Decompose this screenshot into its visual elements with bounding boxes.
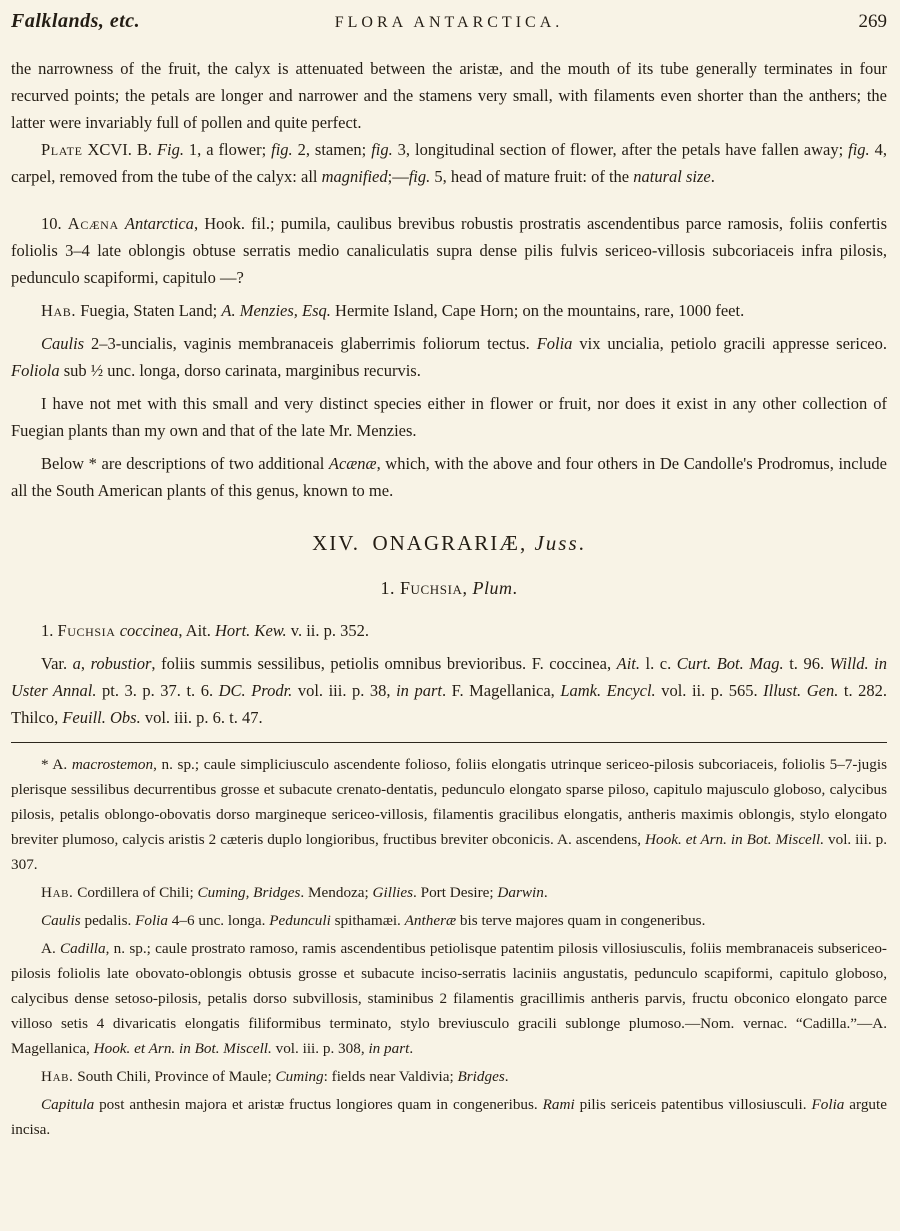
text-run: bis terve majores quam in congeneribus. xyxy=(456,912,706,929)
text-run: Acænæ xyxy=(328,454,377,473)
text-run: Juss xyxy=(534,531,579,555)
text-run: Antheræ xyxy=(404,912,457,929)
text-run: . xyxy=(409,1040,414,1057)
text-run: Ait. xyxy=(616,654,640,673)
text-run: in part xyxy=(368,1040,410,1057)
text-run: , n. sp.; caule prostrato ramoso, ramis ascendentibus petiolisque patentim pilosis villosiusculis, foliis membranaceis subsericeo-pilosis foliolis late obovato-oblongis obtusis grosse et subacute inciso-serratis laciniis angustatis, pedunculo scapiformi, capitulo globoso, calycibus dense setoso-pilosis, petalis dorso subvillosis, staminibus 2 filamentis gracillimis antheris parvis, fructu obconico elongato parce villoso setis 4 divaricatis elongatis filiformibus terminato, stylo breviusculo gracili sublonge plumoso.—Nom. vernac. “Cadilla.”—A. Magellanica, xyxy=(11,940,887,1057)
genus-heading xyxy=(11,575,887,602)
text-run: fig. xyxy=(371,140,393,159)
text-run: Bridges xyxy=(457,1068,505,1085)
running-header xyxy=(11,10,887,33)
text-run: fig. xyxy=(271,140,293,159)
species-description-acaena xyxy=(11,210,887,291)
variety-paragraph xyxy=(11,650,887,731)
text-run: , Hook. fil.; pumila, caulibus brevibus robustis prostratis ascendentibus parce ramosis, foliis confertis foliolis 3–4 late oblongis obtuse serratis medio canaliculatis supra dense pilis fulvis sericeo-villosis subcoriaceis infra pilosis, pedunculo scapiformi, capitulo —? xyxy=(11,214,887,287)
text-run: post anthesin majora et aristæ fructus longiores quam in congeneribus. xyxy=(94,1096,543,1113)
text-run: in part xyxy=(396,681,442,700)
text-run: Rami xyxy=(542,1096,575,1113)
text-run: fig. xyxy=(848,140,870,159)
text-run: Hook. et Arn. in Bot. Miscell. xyxy=(645,831,825,848)
continuation-paragraph xyxy=(11,55,887,136)
text-run: . F. Magellanica, xyxy=(441,681,561,700)
text-run: coccinea xyxy=(119,621,179,640)
text-run: * A. xyxy=(41,756,72,773)
text-run: , n. sp.; caule simpliciusculo ascendente folioso, foliis elongatis utrinque sericeo-pilosis subcoriaceis, foliolis 5–7-jugis plerisque sessilibus decurrentibus grosse et subacute crenato-dentatis, pedunculo elongato sparse piloso, capitulo majusculo globoso, calycibus pilosis, petalis oblongo-obovatis dorso margineque sericeo-villosis, filamentis gracilibus elongatis, antheris maximis oblongis, stylo elongato breviter plumoso, calycis aristis 2 cæteris duplo longioribus, fructibus breviter obconicis. A. ascendens, xyxy=(11,756,887,848)
text-run: . Mendoza; xyxy=(300,884,373,901)
running-title-left: Falklands, etc. xyxy=(11,10,141,32)
text-run: t. 96. xyxy=(783,654,830,673)
text-run: the narrowness of the fruit, the calyx is attenuated between the aristæ, and the mouth of its tube generally terminates in four recurved points; the petals are longer and narrower and the stamens very small, with filaments even shorter than the anthers; the latter were invariably full of pollen and quite perfect. xyxy=(11,59,887,132)
text-run: I have not met with this small and very distinct species either in flower or fruit, nor does it exist in any other collection of Fuegian plants than my own and that of the late Mr. Menzies. xyxy=(11,394,887,440)
footnote-latin-macrostemon xyxy=(11,908,887,933)
footnote-latin-cadilla xyxy=(11,1092,887,1142)
habitat-acaena xyxy=(11,297,887,324)
text-run: 10. xyxy=(41,214,68,233)
running-title-center: FLORA ANTARCTICA. xyxy=(334,14,564,31)
text-run: Cordillera of Chili; xyxy=(73,884,198,901)
text-run: : fields near Valdivia; xyxy=(323,1068,458,1085)
text-run: Hermite Island, Cape Horn; on the mountains, rare, 1000 feet. xyxy=(330,301,745,320)
text-run: Feuill. Obs. xyxy=(62,708,141,727)
text-run: , which, with the above and four others in De Candolle's Prodromus, include all the South American plants of this genus, known to me. xyxy=(11,454,888,500)
text-run: spithamæi. xyxy=(330,912,405,929)
text-run: Plate xyxy=(41,140,83,159)
text-run: . xyxy=(504,1068,509,1085)
text-run: A. xyxy=(41,940,61,957)
text-run: robustior xyxy=(90,654,152,673)
text-run: Hort. Kew. xyxy=(215,621,287,640)
text-run: macrostemon xyxy=(71,756,154,773)
text-run: vol. ii. p. 565. xyxy=(655,681,764,700)
footnote-macrostemon xyxy=(11,752,887,877)
text-run: 2–3-uncialis, vaginis membranaceis glaberrimis foliorum tectus. xyxy=(84,334,537,353)
text-run: Plum xyxy=(472,578,513,598)
text-run: Cadilla xyxy=(60,940,106,957)
text-run: natural size xyxy=(633,167,711,186)
footnote-habitat-maule xyxy=(11,1064,887,1089)
text-run: Hab. xyxy=(41,884,74,901)
text-run: Folia xyxy=(135,912,168,929)
text-run: fig. xyxy=(408,167,431,186)
order-heading xyxy=(11,530,887,557)
text-run: Pedunculi xyxy=(269,912,331,929)
latin-notes-acaena xyxy=(11,330,887,384)
text-run: Folia xyxy=(811,1096,845,1113)
text-run: vol. iii. p. 6. t. 47. xyxy=(140,708,263,727)
text-run: magnified xyxy=(321,167,388,186)
text-run: Darwin xyxy=(497,884,544,901)
text-run: argute incisa. xyxy=(11,1096,887,1138)
text-run: Fig. xyxy=(156,140,184,159)
text-run: vol. iii. p. 308, xyxy=(271,1040,369,1057)
text-run: A. Menzies, Esq. xyxy=(221,301,331,320)
text-run: 2, stamen; xyxy=(292,140,372,159)
text-run: Acæna xyxy=(67,214,119,233)
text-run: Cuming, Bridges xyxy=(197,884,301,901)
text-run: . xyxy=(543,884,548,901)
text-run: Folia xyxy=(536,334,573,353)
text-run: 1, a flower; xyxy=(183,140,272,159)
page-number: 269 xyxy=(858,11,887,32)
text-run: vol. iii. p. 38, xyxy=(292,681,397,700)
text-run: Caulis xyxy=(41,334,85,353)
text-run: pt. 3. p. 37. t. 6. xyxy=(96,681,219,700)
text-run: Hab. xyxy=(41,301,77,320)
text-run: Fuchsia xyxy=(57,621,116,640)
text-run: 5, head of mature fruit: of the xyxy=(430,167,634,186)
footnote-intro-paragraph xyxy=(11,450,887,504)
text-run: 1. xyxy=(380,578,400,598)
text-run: pilis sericeis patentibus villosiusculi. xyxy=(574,1096,812,1113)
text-run: DC. Prodr. xyxy=(218,681,293,700)
footnote-separator xyxy=(11,742,887,743)
text-run: t. 282. Thilco, xyxy=(11,681,887,727)
text-run: Bot. Miscell. xyxy=(194,1040,272,1057)
text-run: Illust. Gen. xyxy=(763,681,839,700)
text-run: 3, longitudinal section of flower, after the petals have fallen away; xyxy=(392,140,849,159)
text-run: Willd. in Uster Annal. xyxy=(11,654,887,700)
text-run: 4–6 unc. longa. xyxy=(168,912,270,929)
text-run: Var. xyxy=(41,654,73,673)
text-run: Gillies xyxy=(372,884,414,901)
species-citation-fuchsia xyxy=(11,617,887,644)
text-run: 4, carpel, removed from the tube of the calyx: all xyxy=(11,140,888,186)
text-run: Foliola xyxy=(11,361,60,380)
footnote-cadilla xyxy=(11,936,887,1061)
text-run: Lamk. Encycl. xyxy=(560,681,656,700)
text-run: . Port Desire; xyxy=(413,884,498,901)
remarks-paragraph xyxy=(11,390,887,444)
text-run: Antarctica xyxy=(124,214,194,233)
text-run: XIV. ONAGRARIÆ, xyxy=(312,531,535,555)
page-content xyxy=(11,55,887,1142)
text-run: . xyxy=(578,531,586,555)
text-run: Hab. xyxy=(41,1068,74,1085)
text-run: Hook. et Arn. in xyxy=(93,1040,191,1057)
text-run: XCVI. B. xyxy=(82,140,157,159)
text-run: 1. xyxy=(41,621,58,640)
text-run: . xyxy=(710,167,715,186)
text-run: , foliis summis sessilibus, petiolis omnibus brevioribus. F. coccinea, xyxy=(151,654,617,673)
text-run: South Chili, Province of Maule; xyxy=(73,1068,276,1085)
text-run: vol. iii. p. 307. xyxy=(11,831,887,873)
text-run: l. c. xyxy=(639,654,677,673)
text-run: Caulis xyxy=(41,912,81,929)
text-run: , xyxy=(80,654,91,673)
text-run: a xyxy=(72,654,81,673)
text-run: Fuegia, Staten Land; xyxy=(76,301,222,320)
text-run: , xyxy=(462,578,473,598)
text-run: pedalis. xyxy=(80,912,136,929)
text-run: Cuming xyxy=(275,1068,324,1085)
text-run: , Ait. xyxy=(178,621,216,640)
plate-description xyxy=(11,136,887,190)
text-run: ;— xyxy=(387,167,409,186)
text-run: Capitula xyxy=(41,1096,95,1113)
text-run: vix uncialia, petiolo gracili appresse sericeo. xyxy=(572,334,888,353)
text-run: . xyxy=(512,578,518,598)
text-run: sub ½ unc. longa, dorso carinata, marginibus recurvis. xyxy=(59,361,421,380)
text-run: Curt. Bot. Mag. xyxy=(676,654,784,673)
text-run: Below * are descriptions of two additional xyxy=(41,454,329,473)
footnote-habitat-chili xyxy=(11,880,887,905)
text-run: v. ii. p. 352. xyxy=(286,621,370,640)
text-run: Fuchsia xyxy=(399,578,463,598)
